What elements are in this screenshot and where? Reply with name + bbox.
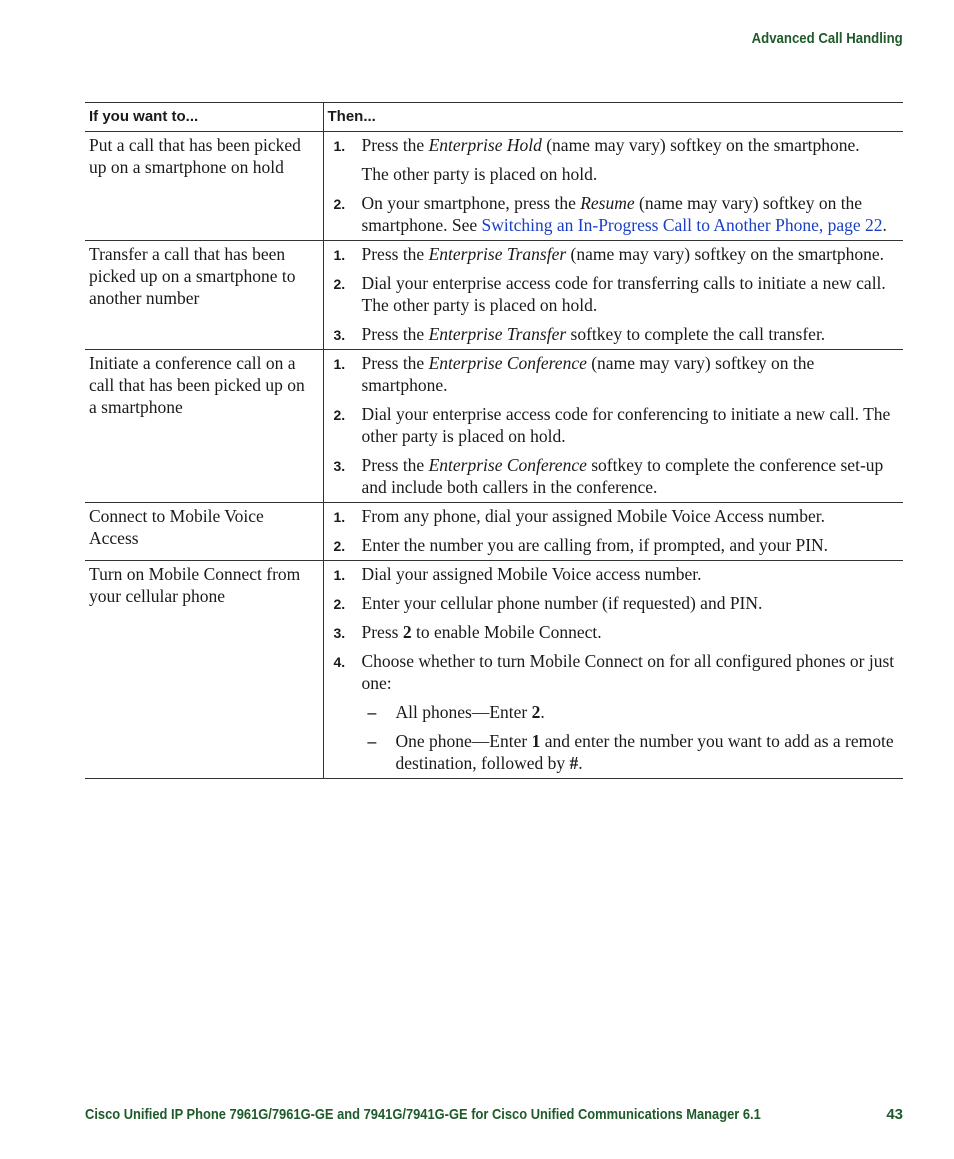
step-item bbox=[328, 323, 900, 345]
step-text: (name may vary) softkey on the smartphone. bbox=[541, 135, 860, 155]
step-text: Press the bbox=[361, 244, 429, 264]
step-item bbox=[328, 272, 900, 316]
table-row bbox=[85, 241, 903, 350]
step-text: softkey to complete the conference set-up and include both callers in the conference. bbox=[361, 455, 884, 497]
step-text: to enable Mobile Connect. bbox=[411, 622, 602, 642]
footer-title: Cisco Unified IP Phone 7961G/7961G-GE and 7941G/7941G-GE for Cisco Unified Communications Manager 6.1 bbox=[85, 1106, 761, 1123]
softkey-name: Enterprise Hold bbox=[428, 135, 542, 155]
steps-cell bbox=[323, 241, 903, 350]
step-number: 3. bbox=[333, 625, 346, 641]
step-item bbox=[328, 454, 900, 498]
step-number: 3. bbox=[333, 458, 346, 474]
step-list bbox=[328, 505, 900, 556]
step-number: 2. bbox=[333, 538, 346, 554]
dash-bullet: – bbox=[367, 702, 377, 722]
sub-step-item bbox=[362, 730, 900, 774]
steps-cell bbox=[323, 561, 903, 779]
step-item bbox=[328, 563, 900, 585]
step-item bbox=[328, 192, 900, 236]
sub-step-item bbox=[362, 701, 900, 723]
softkey-name: Enterprise Transfer bbox=[428, 324, 567, 344]
table-row bbox=[85, 132, 903, 241]
table-row bbox=[85, 561, 903, 779]
step-text: Enter the number you are calling from, if prompted, and your PIN. bbox=[361, 535, 829, 555]
step-text: All phones—Enter bbox=[395, 702, 532, 722]
step-list bbox=[328, 243, 900, 345]
step-text: . bbox=[540, 702, 545, 722]
step-text: softkey to complete the call transfer. bbox=[566, 324, 826, 344]
column-header-then: Then... bbox=[323, 103, 903, 132]
task-cell: Turn on Mobile Connect from your cellular phone bbox=[85, 561, 323, 779]
softkey-name: Enterprise Conference bbox=[428, 455, 587, 475]
step-text: Press the bbox=[361, 135, 429, 155]
step-number: 1. bbox=[333, 509, 346, 525]
step-number: 1. bbox=[333, 567, 346, 583]
softkey-name: Resume bbox=[580, 193, 635, 213]
step-item bbox=[328, 621, 900, 643]
step-text: Choose whether to turn Mobile Connect on for all configured phones or just one: bbox=[361, 651, 895, 693]
step-text: (name may vary) softkey on the smartphone. See bbox=[361, 193, 863, 235]
step-text: Dial your assigned Mobile Voice access number. bbox=[361, 564, 702, 584]
key-symbol: # bbox=[569, 753, 579, 773]
step-text: Press the bbox=[361, 353, 429, 373]
task-cell: Transfer a call that has been picked up on a smartphone to another number bbox=[85, 241, 323, 350]
running-header: Advanced Call Handling bbox=[751, 30, 903, 47]
step-item bbox=[328, 505, 900, 527]
step-text: Press the bbox=[361, 455, 429, 475]
step-text: Enter your cellular phone number (if requested) and PIN. bbox=[361, 593, 763, 613]
step-number: 2. bbox=[333, 596, 346, 612]
step-text: Dial your enterprise access code for conferencing to initiate a new call. The other party is placed on hold. bbox=[361, 404, 891, 446]
step-text: . bbox=[882, 215, 887, 235]
sub-step-list bbox=[362, 701, 900, 774]
step-item bbox=[328, 134, 900, 185]
task-cell: Put a call that has been picked up on a smartphone on hold bbox=[85, 132, 323, 241]
step-item bbox=[328, 650, 900, 774]
step-number: 1. bbox=[333, 247, 346, 263]
dash-bullet: – bbox=[367, 731, 377, 751]
cross-reference-link[interactable]: Switching an In-Progress Call to Another Phone, page 22 bbox=[481, 215, 883, 235]
task-cell: Connect to Mobile Voice Access bbox=[85, 503, 323, 561]
step-number: 1. bbox=[333, 138, 346, 154]
step-text: . bbox=[578, 753, 583, 773]
step-text: On your smartphone, press the bbox=[361, 193, 581, 213]
step-list bbox=[328, 352, 900, 498]
step-number: 4. bbox=[333, 654, 346, 670]
step-item bbox=[328, 534, 900, 556]
step-text: Press the bbox=[361, 324, 429, 344]
step-number: 2. bbox=[333, 276, 346, 292]
step-text: (name may vary) softkey on the smartphone. bbox=[566, 244, 884, 264]
step-note: The other party is placed on hold. bbox=[361, 164, 598, 184]
page-footer bbox=[85, 1106, 903, 1123]
step-list bbox=[328, 563, 900, 774]
softkey-name: Enterprise Transfer bbox=[428, 244, 567, 264]
table-row bbox=[85, 350, 903, 503]
key-digit: 2 bbox=[402, 622, 412, 642]
steps-cell bbox=[323, 503, 903, 561]
steps-cell bbox=[323, 132, 903, 241]
step-item bbox=[328, 352, 900, 396]
page-number: 43 bbox=[886, 1106, 903, 1123]
table-header-row bbox=[85, 103, 903, 132]
step-number: 3. bbox=[333, 327, 346, 343]
steps-cell bbox=[323, 350, 903, 503]
step-text: Press bbox=[361, 622, 403, 642]
step-number: 2. bbox=[333, 196, 346, 212]
step-list bbox=[328, 134, 900, 236]
step-item bbox=[328, 243, 900, 265]
table-row bbox=[85, 503, 903, 561]
column-header-want: If you want to... bbox=[85, 103, 323, 132]
key-digit: 2 bbox=[531, 702, 541, 722]
step-text: (name may vary) softkey on the smartphone. bbox=[361, 353, 815, 395]
step-text: One phone—Enter bbox=[395, 731, 532, 751]
task-cell: Initiate a conference call on a call that has been picked up on a smartphone bbox=[85, 350, 323, 503]
key-digit: 1 bbox=[531, 731, 541, 751]
step-number: 1. bbox=[333, 356, 346, 372]
step-text: Dial your enterprise access code for transferring calls to initiate a new call. The other party is placed on hold. bbox=[361, 273, 886, 315]
step-item bbox=[328, 403, 900, 447]
step-number: 2. bbox=[333, 407, 346, 423]
step-text: and enter the number you want to add as a remote destination, followed by bbox=[395, 731, 894, 773]
call-handling-table bbox=[85, 102, 903, 779]
softkey-name: Enterprise Conference bbox=[428, 353, 587, 373]
step-item bbox=[328, 592, 900, 614]
step-text: From any phone, dial your assigned Mobile Voice Access number. bbox=[361, 506, 826, 526]
